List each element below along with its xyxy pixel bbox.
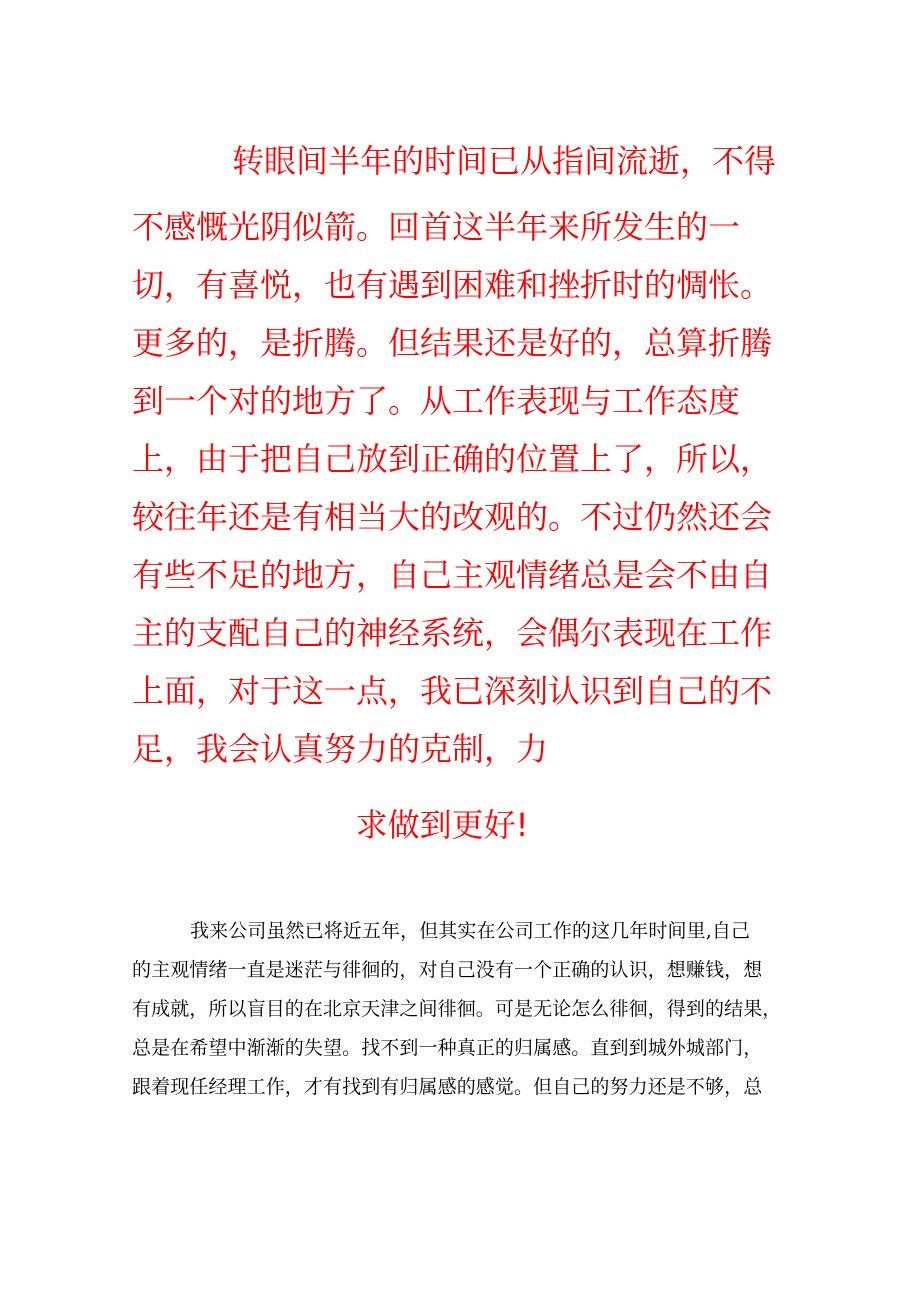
body-line-3: 有成就，所以盲目的在北京天津之间徘徊。可是无论怎么徘徊，得到的结果， [132, 998, 782, 1020]
body-line-2: 的主观情绪一直是迷茫与徘徊的，对自己没有一个正确的认识，想赚钱，想 [132, 959, 763, 981]
headline-line-11: 足，我会认真努力的克制，力 [132, 730, 549, 768]
body-paragraph [132, 912, 792, 1107]
headline-line-6: 上，由于把自己放到正确的位置上了，所以， [132, 440, 773, 478]
headline-line-1: 转眼间半年的时间已从指间流逝，不得 [232, 142, 777, 180]
headline-line-9: 主的支配自己的神经系统，会偶尔表现在工作 [132, 614, 773, 652]
headline-paragraph [132, 132, 792, 854]
headline-line-4: 更多的，是折腾。但结果还是好的，总算折腾 [132, 324, 773, 362]
body-line-1: 我来公司虽然已将近五年，但其实在公司工作的这几年时间里,自己 [190, 920, 751, 942]
body-line-5: 跟着现任经理工作，才有找到有归属感的感觉。但自己的努力还是不够，总 [132, 1076, 763, 1098]
headline-line-7: 较往年还是有相当大的改观的。不过仍然还会 [132, 498, 773, 536]
headline-line-2: 不感慨光阴似箭。回首这半年来所发生的一 [132, 208, 741, 246]
headline-line-8: 有些不足的地方，自己主观情绪总是会不由自 [132, 556, 773, 594]
body-line-4: 总是在希望中渐渐的失望。找不到一种真正的归属感。直到到城外城部门， [132, 1037, 763, 1059]
headline-line-10: 上面，对于这一点，我已深刻认识到自己的不 [132, 672, 773, 710]
headline-line-12: 求做到更好! [355, 806, 529, 844]
headline-line-5: 到一个对的地方了。从工作表现与工作态度 [132, 382, 741, 420]
headline-line-3: 切，有喜悦，也有遇到困难和挫折时的惆怅。 [132, 266, 773, 304]
